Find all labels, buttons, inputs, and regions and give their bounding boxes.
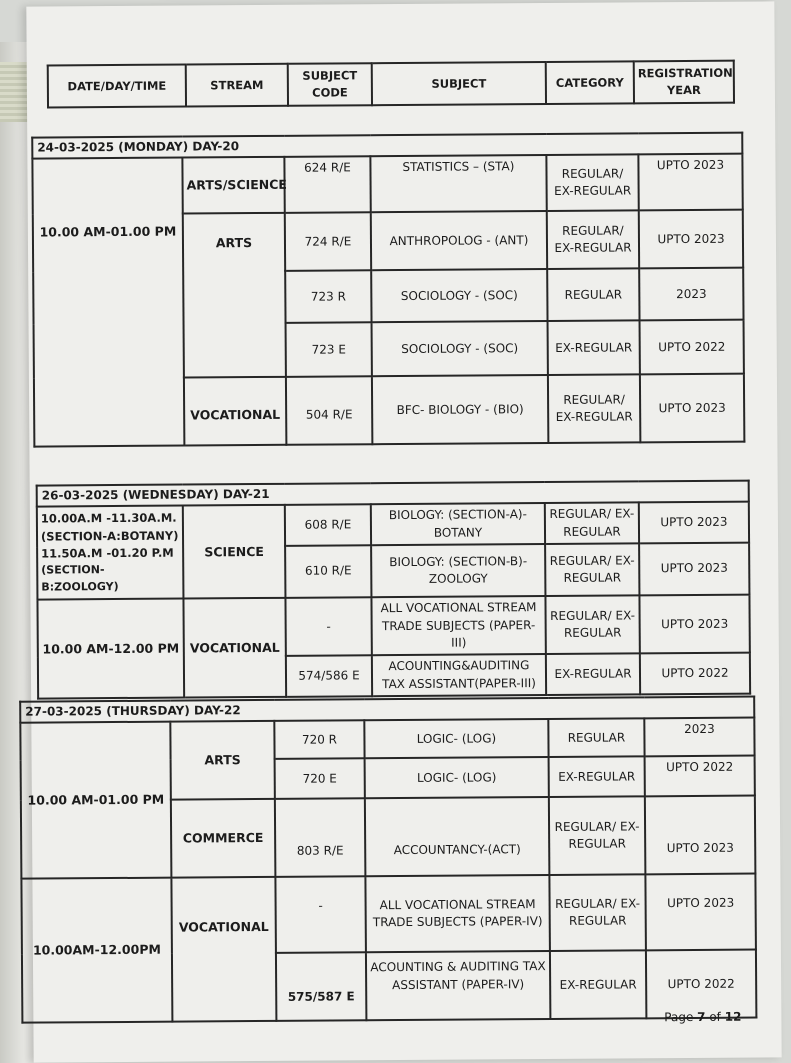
- column-header-table: [47, 60, 735, 109]
- subject-name: ACCOUNTANCY-(ACT): [365, 797, 550, 876]
- category: REGULAR/ EX-REGULAR: [545, 544, 639, 597]
- registration-year: 2023: [639, 268, 743, 321]
- day-20-stream-vocational: VOCATIONAL: [184, 377, 286, 446]
- category: EX-REGULAR: [548, 321, 640, 376]
- registration-year: UPTO 2022: [640, 320, 744, 375]
- subject-code: 803 R/E: [275, 799, 366, 878]
- category: REGULAR/ EX-REGULAR: [547, 211, 639, 270]
- registration-year: UPTO 2023: [639, 543, 749, 596]
- day-22-stream-arts: ARTS: [170, 721, 275, 800]
- subject-name: BIOLOGY: (SECTION-A)- BOTANY: [371, 503, 545, 545]
- document-page: [26, 1, 781, 1062]
- page-mid: of: [705, 1009, 725, 1024]
- subject-code: 720 E: [275, 759, 365, 800]
- subject-name: LOGIC- (LOG): [365, 757, 549, 798]
- category: REGULAR/ EX-REGULAR: [545, 503, 639, 544]
- page-prefix: Page: [664, 1009, 698, 1025]
- day-21-title: 26-03-2025 (WEDNESDAY) DAY-21: [37, 481, 749, 507]
- page-total: 12: [724, 1009, 742, 1024]
- category: EX-REGULAR: [549, 757, 645, 798]
- registration-year: UPTO 2023: [640, 374, 745, 443]
- day-21-time-line: (SECTION-B:ZOOLOGY): [41, 563, 119, 594]
- registration-year: UPTO 2022: [640, 653, 750, 695]
- category: REGULAR: [548, 719, 644, 758]
- day-21-time-line: (SECTION-A:BOTANY): [40, 528, 179, 544]
- header-date-day-time: DATE/DAY/TIME: [48, 65, 186, 108]
- subject-code: 574/586 E: [286, 656, 372, 697]
- day-21-stream-science: SCIENCE: [183, 505, 286, 598]
- category: REGULAR/ EX-REGULAR: [549, 875, 646, 952]
- subject-code: 723 R: [285, 271, 371, 324]
- day-21-table: [36, 480, 752, 700]
- category: EX-REGULAR: [550, 951, 646, 1020]
- day-21-time-vocational: 10.00 AM-12.00 PM: [37, 599, 184, 699]
- page-number: [664, 1010, 741, 1025]
- day-20-title: 24-03-2025 (MONDAY) DAY-20: [32, 133, 742, 159]
- header-subject: SUBJECT: [372, 62, 546, 105]
- subject-code: 624 R/E: [284, 157, 370, 214]
- subject-code: 724 R/E: [285, 213, 371, 272]
- category: REGULAR/ EX-REGULAR: [545, 596, 639, 655]
- subject-code: 575/587 E: [276, 953, 366, 1022]
- registration-year: UPTO 2022: [645, 756, 755, 797]
- registration-year: UPTO 2023: [638, 154, 742, 211]
- day-22-time-main: 10.00 AM-01.00 PM: [20, 722, 171, 879]
- category: REGULAR: [547, 269, 639, 322]
- category: EX-REGULAR: [546, 654, 640, 695]
- day-22-title: 27-03-2025 (THURSDAY) DAY-22: [20, 697, 754, 724]
- subject-code: -: [285, 597, 371, 656]
- subject-code: 723 E: [286, 323, 372, 378]
- day-20-stream-arts-science: ARTS/SCIENCE: [182, 157, 284, 214]
- registration-year: UPTO 2023: [639, 210, 743, 269]
- subject-name: ANTHROPOLOG - (ANT): [371, 211, 547, 270]
- registration-year: UPTO 2023: [645, 874, 756, 951]
- header-stream: STREAM: [186, 64, 288, 107]
- day-22-stream-commerce: COMMERCE: [171, 799, 276, 878]
- registration-year: 2023: [644, 718, 754, 757]
- subject-code: 720 R: [274, 721, 364, 760]
- registration-year: UPTO 2022: [646, 950, 757, 1019]
- registration-year: UPTO 2023: [645, 796, 756, 875]
- page-current: 7: [697, 1009, 706, 1024]
- subject-name: ACOUNTING&AUDITING TAX ASSISTANT(PAPER-III): [372, 654, 546, 696]
- registration-year: UPTO 2023: [639, 502, 749, 544]
- day-21-time-line: 10.00A.M -11.30A.M.: [40, 510, 177, 526]
- day-22-table: [19, 696, 757, 1025]
- subject-code: 608 R/E: [285, 505, 371, 546]
- day-21-time-science: [37, 506, 184, 600]
- header-category: CATEGORY: [546, 61, 634, 104]
- subject-name: BFC- BIOLOGY - (BIO): [372, 375, 548, 444]
- day-21-stream-vocational: VOCATIONAL: [183, 598, 286, 698]
- category: REGULAR/ EX-REGULAR: [548, 375, 640, 444]
- header-registration-year: REGISTRATION YEAR: [634, 61, 734, 104]
- subject-name: SOCIOLOGY - (SOC): [372, 321, 548, 376]
- subject-name: BIOLOGY: (SECTION-B)- ZOOLOGY: [371, 544, 545, 597]
- day-22-stream-vocational: VOCATIONAL: [171, 877, 276, 1022]
- category: REGULAR/ EX-REGULAR: [549, 797, 646, 876]
- subject-name: ALL VOCATIONAL STREAM TRADE SUBJECTS (PAPER-IV): [365, 875, 550, 952]
- subject-name: LOGIC- (LOG): [364, 719, 548, 758]
- day-20-time: 10.00 AM-01.00 PM: [32, 158, 184, 447]
- day-21-time-line: 11.50A.M -01.20 P.M: [41, 545, 174, 561]
- subject-name: ALL VOCATIONAL STREAM TRADE SUBJECTS (PAPER-III): [371, 596, 545, 655]
- subject-code: 610 R/E: [285, 545, 371, 598]
- header-subject-code: SUBJECT CODE: [288, 63, 372, 106]
- registration-year: UPTO 2023: [639, 595, 749, 654]
- day-20-table: [31, 132, 745, 448]
- subject-name: SOCIOLOGY - (SOC): [371, 269, 547, 322]
- subject-code: -: [275, 877, 366, 954]
- subject-name: ACOUNTING & AUDITING TAX ASSISTANT (PAPER-IV): [366, 951, 550, 1020]
- day-20-stream-arts: ARTS: [183, 213, 286, 378]
- day-22-time-vocational: 10.00AM-12.00PM: [21, 878, 172, 1023]
- category: REGULAR/ EX-REGULAR: [546, 155, 638, 212]
- subject-name: STATISTICS – (STA): [370, 155, 546, 212]
- subject-code: 504 R/E: [286, 377, 372, 446]
